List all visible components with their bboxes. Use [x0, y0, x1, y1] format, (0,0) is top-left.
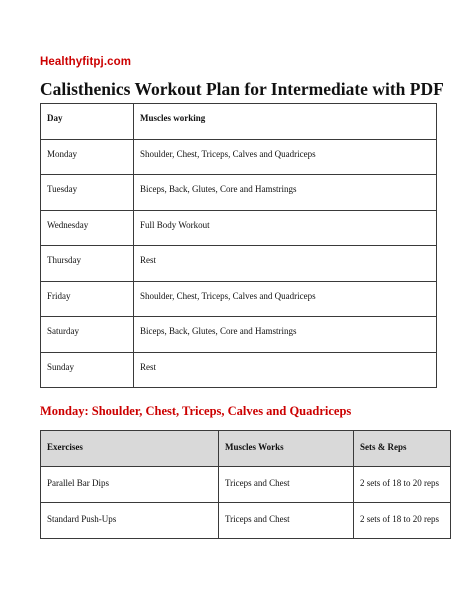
day-cell: Monday: [41, 139, 134, 175]
day-cell: Wednesday: [41, 210, 134, 246]
page-title: Calisthenics Workout Plan for Intermediate with PDF: [40, 79, 444, 99]
table-row: [41, 281, 437, 317]
section-heading: Monday: Shoulder, Chest, Triceps, Calves and Quadriceps: [40, 404, 352, 418]
sets-reps-cell: 2 sets of 18 to 20 reps: [354, 467, 451, 503]
table-row: [41, 467, 451, 503]
day-cell: Thursday: [41, 246, 134, 282]
table-row: [41, 139, 437, 175]
muscles-cell: Biceps, Back, Glutes, Core and Hamstrings: [134, 317, 437, 353]
weekly-schedule-table: [40, 103, 437, 388]
table-header-row: [41, 431, 451, 467]
table-row: [41, 246, 437, 282]
table-row: [41, 503, 451, 539]
day-cell: Friday: [41, 281, 134, 317]
column-header-exercises: Exercises: [41, 431, 219, 467]
muscles-cell: Rest: [134, 246, 437, 282]
exercise-cell: Standard Push-Ups: [41, 503, 219, 539]
column-header-day: Day: [41, 104, 134, 140]
table-row: [41, 175, 437, 211]
day-cell: Sunday: [41, 352, 134, 388]
site-brand: Healthyfitpj.com: [40, 56, 132, 68]
day-cell: Saturday: [41, 317, 134, 353]
muscles-cell: Triceps and Chest: [219, 503, 354, 539]
muscles-cell: Full Body Workout: [134, 210, 437, 246]
muscles-cell: Triceps and Chest: [219, 467, 354, 503]
muscles-cell: Shoulder, Chest, Triceps, Calves and Quadriceps: [134, 281, 437, 317]
column-header-muscles: Muscles working: [134, 104, 437, 140]
exercise-table: [40, 430, 451, 539]
day-cell: Tuesday: [41, 175, 134, 211]
column-header-sets-reps: Sets & Reps: [354, 431, 451, 467]
exercise-cell: Parallel Bar Dips: [41, 467, 219, 503]
table-row: [41, 317, 437, 353]
table-header-row: [41, 104, 437, 140]
table-row: [41, 352, 437, 388]
muscles-cell: Biceps, Back, Glutes, Core and Hamstrings: [134, 175, 437, 211]
muscles-cell: Shoulder, Chest, Triceps, Calves and Quadriceps: [134, 139, 437, 175]
table-row: [41, 210, 437, 246]
muscles-cell: Rest: [134, 352, 437, 388]
sets-reps-cell: 2 sets of 18 to 20 reps: [354, 503, 451, 539]
column-header-muscles-works: Muscles Works: [219, 431, 354, 467]
